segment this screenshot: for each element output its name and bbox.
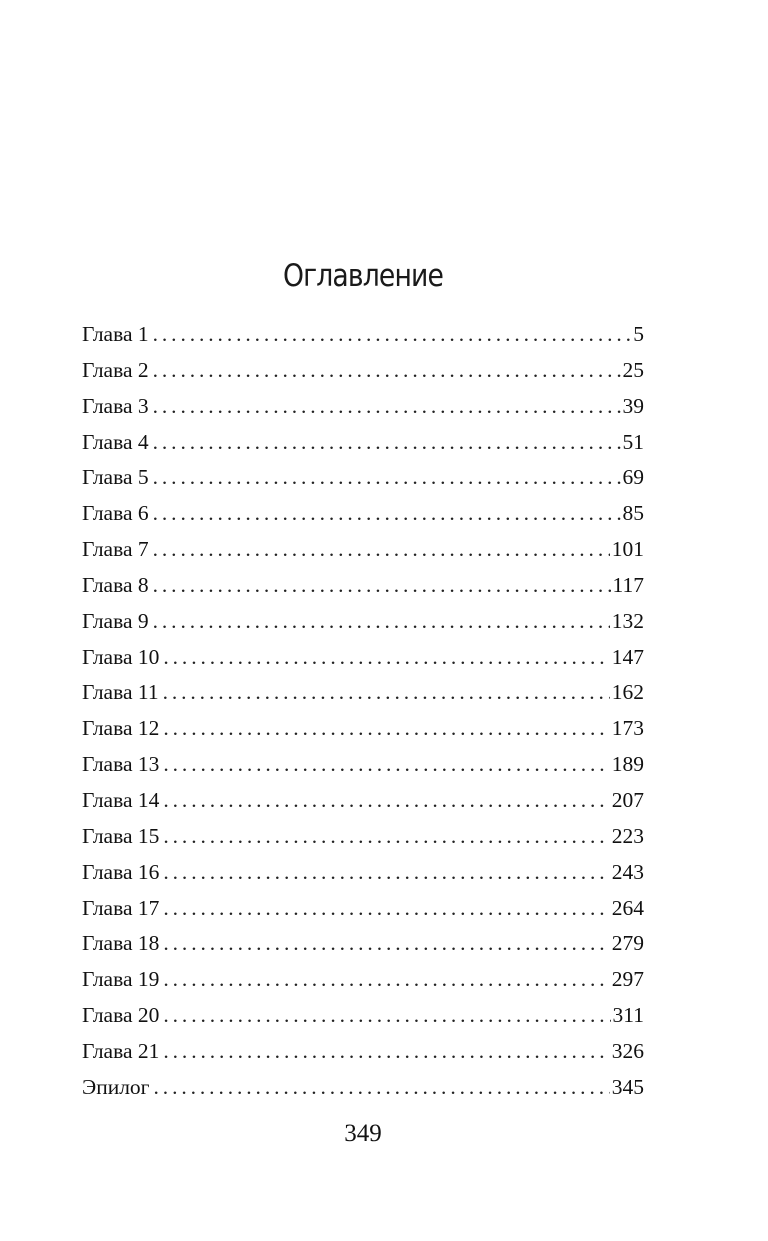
toc-entry-label: Глава 3 — [82, 393, 149, 418]
toc-entry-page: 39 — [622, 393, 644, 418]
dot-leader — [153, 389, 621, 425]
toc-entry-label: Глава 5 — [82, 465, 149, 490]
dot-leader — [153, 568, 611, 604]
toc-entry-page: 101 — [611, 537, 644, 562]
toc-entry-label: Глава 1 — [82, 322, 149, 346]
dot-leader — [153, 496, 621, 532]
toc-entry-page: 162 — [611, 680, 644, 705]
toc-entry-page: 207 — [611, 787, 644, 812]
toc-entry — [82, 962, 644, 998]
toc-entry — [82, 353, 644, 389]
toc-entry-page: 345 — [611, 1074, 644, 1099]
toc-entry-label: Эпилог — [82, 1074, 150, 1099]
toc-entry-label: Глава 8 — [82, 572, 149, 597]
toc-entry-page: 297 — [611, 967, 644, 992]
toc-entry-page: 173 — [611, 716, 644, 741]
toc-entry-page: 85 — [622, 501, 644, 526]
dot-leader — [163, 926, 609, 962]
toc-entry — [82, 425, 644, 461]
toc-entry — [82, 460, 644, 496]
toc-entry-page: 326 — [611, 1038, 644, 1063]
dot-leader — [153, 317, 632, 353]
toc-entry-label: Глава 20 — [82, 1003, 160, 1028]
toc-entry-page: 51 — [622, 429, 644, 454]
toc-entry — [82, 532, 644, 568]
toc-entry — [82, 1034, 644, 1070]
toc-entry-page: 279 — [611, 931, 644, 956]
toc-entry — [82, 568, 644, 604]
dot-leader — [163, 711, 609, 747]
toc-entry — [82, 317, 644, 353]
dot-leader — [163, 855, 609, 891]
toc-entry — [82, 747, 644, 783]
dot-leader — [163, 747, 609, 783]
toc-entry-page: 189 — [611, 752, 644, 777]
toc-entry-label: Глава 13 — [82, 752, 160, 777]
dot-leader — [163, 675, 610, 711]
dot-leader — [163, 783, 609, 819]
toc-entry-page: 132 — [611, 608, 644, 633]
dot-leader — [163, 1034, 609, 1070]
toc-entry-page: 311 — [612, 1003, 644, 1028]
page-number: 349 — [344, 1120, 382, 1147]
dot-leader — [153, 604, 610, 640]
toc-entry — [82, 640, 644, 676]
toc-entry-label: Глава 6 — [82, 501, 149, 526]
dot-leader — [153, 353, 621, 389]
toc-entry — [82, 604, 644, 640]
toc-entry — [82, 675, 644, 711]
toc-entry-label: Глава 15 — [82, 823, 160, 848]
dot-leader — [153, 460, 621, 496]
toc-entry — [82, 855, 644, 891]
toc-entry-label: Глава 11 — [82, 680, 159, 705]
dot-leader — [163, 640, 609, 676]
toc-entry — [82, 926, 644, 962]
dot-leader — [163, 998, 610, 1034]
toc-entry-label: Глава 19 — [82, 967, 160, 992]
toc-entry-page: 25 — [622, 357, 644, 382]
toc-entry-label: Глава 14 — [82, 787, 160, 812]
toc-entry — [82, 783, 644, 819]
toc-entry-label: Глава 9 — [82, 608, 149, 633]
toc-entry-label: Глава 10 — [82, 644, 160, 669]
toc-entry-label: Глава 16 — [82, 859, 160, 884]
table-of-contents — [82, 317, 644, 1106]
toc-entry-label: Глава 18 — [82, 931, 160, 956]
dot-leader — [163, 819, 609, 855]
dot-leader — [154, 1070, 610, 1106]
toc-entry-label: Глава 17 — [82, 895, 160, 920]
page-title: Оглавление — [282, 258, 444, 294]
toc-entry-page: 264 — [611, 895, 644, 920]
toc-entry-page: 243 — [611, 859, 644, 884]
toc-entry — [82, 711, 644, 747]
toc-entry — [82, 389, 644, 425]
toc-entry-label: Глава 4 — [82, 429, 149, 454]
dot-leader — [163, 962, 609, 998]
toc-entry — [82, 891, 644, 927]
toc-entry-page: 69 — [622, 465, 644, 490]
toc-entry-page: 117 — [612, 572, 644, 597]
toc-entry — [82, 998, 644, 1034]
toc-entry-page: 223 — [611, 823, 644, 848]
toc-entry-label: Глава 12 — [82, 716, 160, 741]
toc-entry-label: Глава 21 — [82, 1038, 160, 1063]
toc-entry-label: Глава 7 — [82, 537, 149, 562]
dot-leader — [153, 425, 621, 461]
toc-entry-page: 5 — [633, 322, 644, 346]
toc-entry-page: 147 — [611, 644, 644, 669]
dot-leader — [163, 891, 609, 927]
toc-entry — [82, 496, 644, 532]
toc-entry — [82, 819, 644, 855]
toc-entry-label: Глава 2 — [82, 357, 149, 382]
toc-entry — [82, 1070, 644, 1106]
dot-leader — [153, 532, 610, 568]
